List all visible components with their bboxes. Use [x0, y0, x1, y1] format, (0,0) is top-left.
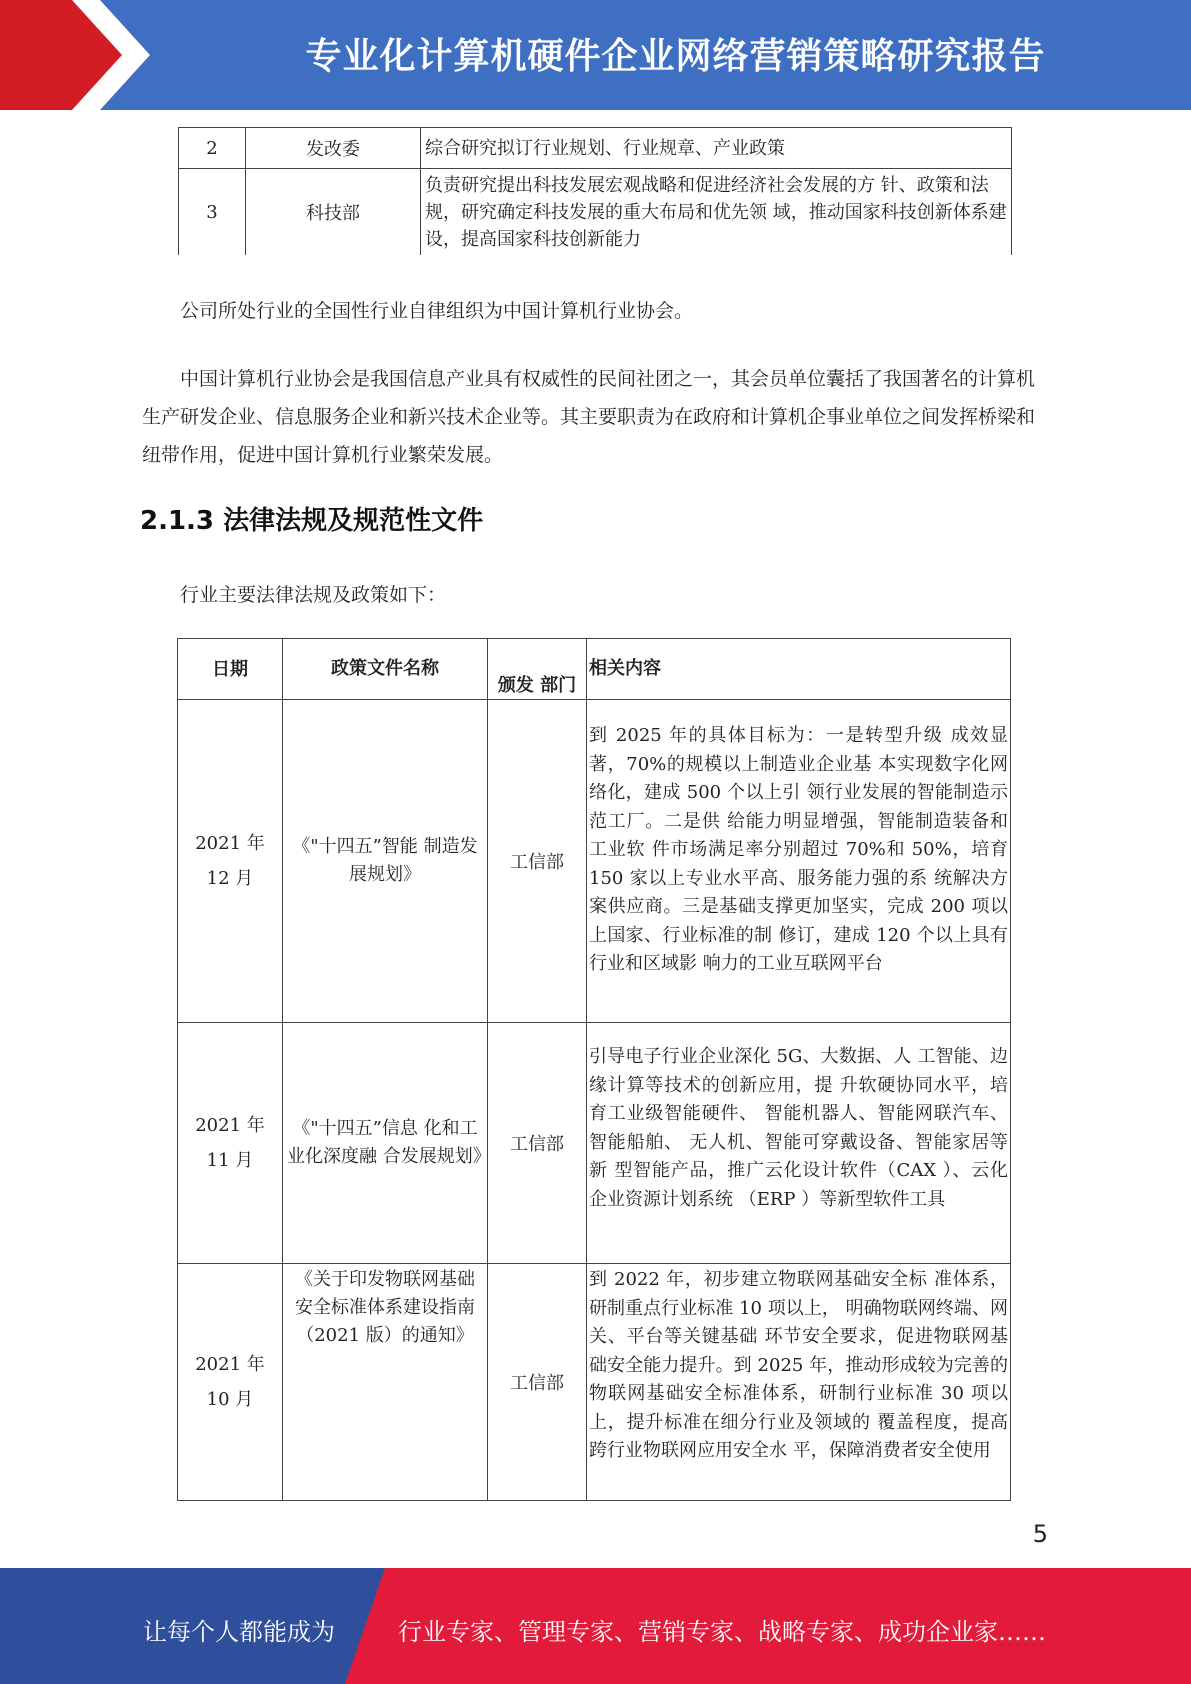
header-dept: 颁发 部门 — [488, 639, 587, 700]
policy-date-year: 2021 年 — [195, 833, 265, 854]
row-number: 2 — [179, 128, 246, 169]
page-number: 5 — [1032, 1520, 1048, 1548]
header-banner — [0, 0, 1191, 110]
table-header-row — [178, 639, 1011, 700]
section-heading: 2.1.3 法律法规及规范性文件 — [140, 506, 484, 536]
paragraph-association-detail: 中国计算机行业协会是我国信息产业具有权威性的民间社团之一，其会员单位囊括了我国著名的计算机生产研发企业、信息服务企业和新兴技术企业等。其主要职责为在政府和计算机企事业单位之间发挥桥梁和纽带作用，促进中国计算机行业繁荣发展。 — [142, 368, 1036, 466]
table-row — [179, 128, 1012, 169]
policy-dept: 工信部 — [488, 1023, 587, 1264]
header-content: 相关内容 — [587, 639, 1011, 700]
report-title: 专业化计算机硬件企业网络营销策略研究报告 — [305, 36, 1046, 77]
policy-dept: 工信部 — [488, 700, 587, 1023]
policy-content: 到 2025 年的具体目标为：一是转型升级 成效显著，70%的规模以上制造业企业基 本实现数字化网络化，建成 500 个以上引 领行业发展的智能制造示范工厂。二是供 给能力明显增强，智能制造装备和工业软 件市场满足率分别超过 70%和 50%，培育 150 家以上专业水平高、服务能力强的系 统解决方案供应商。三是基础支撑更加坚实，完成 200 项以上国家、行业标准的制 修订，建成 120 个以上具有行业和区域影 响力的工业互联网平台 — [587, 700, 1011, 1023]
policy-date — [178, 1023, 283, 1264]
policy-date — [178, 1264, 283, 1501]
policy-date-month: 10 月 — [206, 1389, 254, 1410]
table-row — [178, 700, 1011, 1023]
table-row — [178, 1264, 1011, 1501]
policy-date-year: 2021 年 — [195, 1115, 265, 1136]
agency-name: 科技部 — [246, 169, 421, 256]
paragraph-policy-intro: 行业主要法律法规及政策如下： — [180, 584, 447, 606]
policy-name: 《关于印发物联网基础安全标准体系建设指南（2021 版）的通知》 — [283, 1264, 488, 1501]
policy-date-month: 11 月 — [206, 1150, 254, 1171]
policy-table — [177, 638, 1011, 1501]
table-row — [179, 169, 1012, 256]
footer-slogan-left: 让每个人都能成为 — [143, 1618, 335, 1646]
policy-date — [178, 700, 283, 1023]
footer-banner — [0, 1568, 1191, 1684]
paragraph-association-intro: 公司所处行业的全国性行业自律组织为中国计算机行业协会。 — [180, 300, 694, 322]
policy-name: 《"十四五”智能 制造发展规划》 — [283, 700, 488, 1023]
header-name: 政策文件名称 — [283, 639, 488, 700]
row-number: 3 — [179, 169, 246, 256]
agency-table — [178, 127, 1012, 255]
policy-content: 引导电子行业企业深化 5G、大数据、人 工智能、边缘计算等技术的创新应用，提 升软硬协同水平，培育工业级智能硬件、 智能机器人、智能网联汽车、智能船舶、 无人机、智能可穿戴设备、智能家居等新 型智能产品，推广云化设计软件（CAX ）、云化企业资源计划系统 （ERP ）等新型软件工具 — [587, 1023, 1011, 1264]
agency-name: 发改委 — [246, 128, 421, 169]
policy-date-month: 12 月 — [206, 868, 254, 889]
footer-slogan-right: 行业专家、管理专家、营销专家、战略专家、成功企业家…… — [398, 1618, 1046, 1646]
policy-content: 到 2022 年，初步建立物联网基础安全标 准体系，研制重点行业标准 10 项以上， 明确物联网终端、网关、平台等关键基础 环节安全要求，促进物联网基础安全能力提升。到 2025 年，推动形成较为完善的 物联网基础安全标准体系，研制行业标准 30 项以上，提升标准在细分行业及领域的 覆盖程度，提高跨行业物联网应用安全水 平，保障消费者安全使用 — [587, 1264, 1011, 1501]
policy-date-year: 2021 年 — [195, 1354, 265, 1375]
header-date: 日期 — [178, 639, 283, 700]
policy-dept: 工信部 — [488, 1264, 587, 1501]
agency-duty: 负责研究提出科技发展宏观战略和促进经济社会发展的方 针、政策和法规，研究确定科技发展的重大布局和优先领 域，推动国家科技创新体系建设，提高国家科技创新能力 — [421, 169, 1012, 256]
agency-duty: 综合研究拟订行业规划、行业规章、产业政策 — [421, 128, 1012, 169]
table-row — [178, 1023, 1011, 1264]
policy-name: 《"十四五”信息 化和工业化深度融 合发展规划》 — [283, 1023, 488, 1264]
